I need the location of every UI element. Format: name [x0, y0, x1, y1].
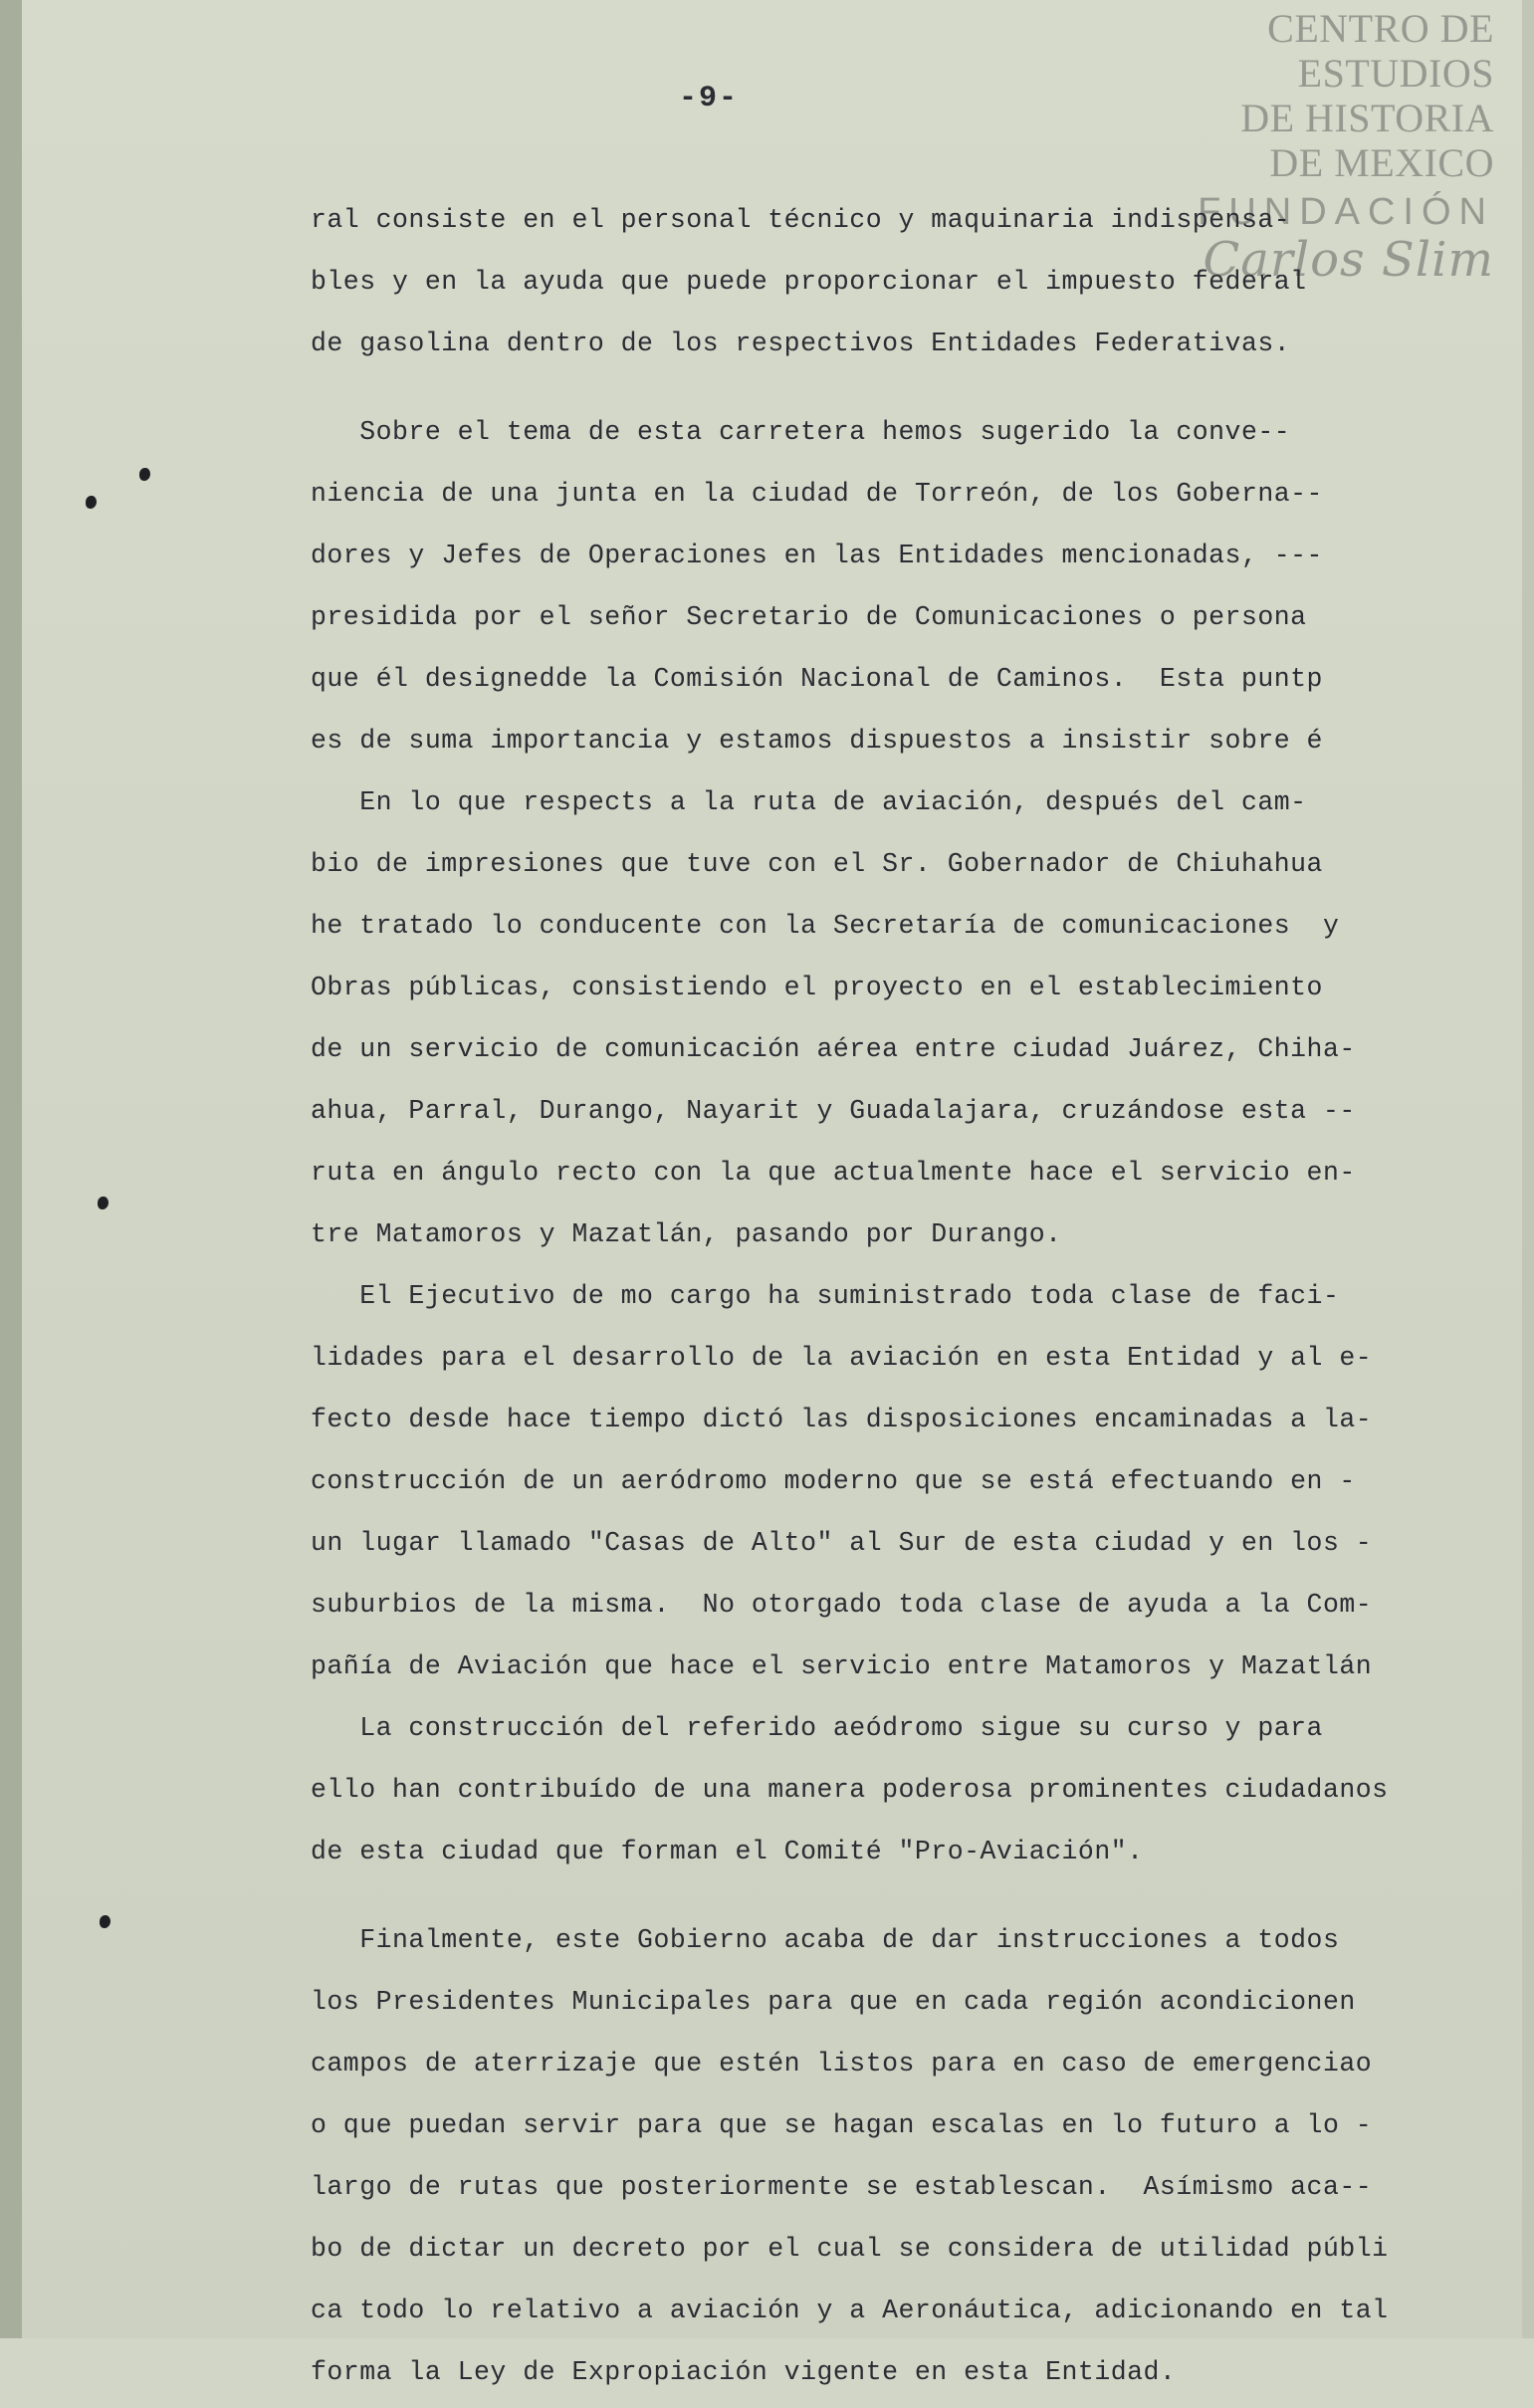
text-line: niencia de una junta en la ciudad de Torreón, de los Goberna--	[311, 479, 1323, 509]
text-line: dores y Jefes de Operaciones en las Entidades mencionadas, ---	[311, 541, 1323, 570]
text-line: La construcción del referido aeódromo sigue su curso y para	[311, 1713, 1323, 1743]
text-line: En lo que respects a la ruta de aviación, después del cam-	[311, 787, 1307, 817]
text-line: largo de rutas que posteriormente se establescan. Asímismo aca--	[311, 2172, 1373, 2202]
margin-punch-mark	[100, 1915, 110, 1928]
watermark-signature: Carlos Slim	[1203, 232, 1494, 288]
text-line: Sobre el tema de esta carretera hemos sugerido la conve--	[311, 417, 1291, 447]
text-line: ruta en ángulo recto con la que actualmente hace el servicio en-	[311, 1158, 1356, 1188]
text-line: suburbios de la misma. No otorgado toda clase de ayuda a la Com-	[311, 1590, 1373, 1620]
watermark-line: DE MEXICO	[1269, 140, 1494, 185]
watermark-fundacion: FUNDACIÓN	[1198, 191, 1494, 233]
paragraph	[311, 1270, 1525, 1702]
paragraph	[311, 776, 1525, 1270]
text-line: he tratado lo conducente con la Secretaría de comunicaciones y	[311, 911, 1340, 941]
letter-body	[311, 194, 1525, 2408]
paragraph	[311, 406, 1525, 776]
text-line: pañía de Aviación que hace el servicio entre Matamoros y Mazatlán	[311, 1651, 1373, 1681]
margin-punch-mark	[139, 468, 150, 481]
paragraph	[311, 1914, 1525, 2408]
text-line: que él designedde la Comisión Nacional de Caminos. Esta puntp	[311, 664, 1323, 694]
text-line: los Presidentes Municipales para que en cada región acondicionen	[311, 1987, 1356, 2017]
margin-punch-mark	[86, 496, 97, 509]
watermark-line: ESTUDIOS	[1297, 51, 1494, 96]
text-line: ello han contribuído de una manera poderosa prominentes ciudadanos	[311, 1775, 1389, 1805]
text-line: ahua, Parral, Durango, Nayarit y Guadalajara, cruzándose esta --	[311, 1096, 1356, 1126]
text-line: es de suma importancia y estamos dispuestos a insistir sobre é	[311, 726, 1323, 756]
text-line: El Ejecutivo de mo cargo ha suministrado toda clase de faci-	[311, 1281, 1340, 1311]
text-line: un lugar llamado "Casas de Alto" al Sur de esta ciudad y en los -	[311, 1528, 1373, 1558]
text-line: ral consiste en el personal técnico y maquinaria indispensa-	[311, 205, 1291, 235]
paragraph	[311, 194, 1525, 379]
text-line: Obras públicas, consistiendo el proyecto en el establecimiento	[311, 973, 1323, 1002]
text-line: de un servicio de comunicación aérea entre ciudad Juárez, Chiha-	[311, 1034, 1356, 1064]
text-line: forma la Ley de Expropiación vigente en esta Entidad.	[311, 2357, 1177, 2387]
margin-punch-mark	[98, 1197, 109, 1209]
text-line: lidades para el desarrollo de la aviación en esta Entidad y al e-	[311, 1343, 1373, 1373]
text-line: fecto desde hace tiempo dictó las disposiciones encaminadas a la-	[311, 1405, 1373, 1434]
text-line: bo de dictar un decreto por el cual se considera de utilidad públi	[311, 2234, 1389, 2264]
text-line: o que puedan servir para que se hagan escalas en lo futuro a lo -	[311, 2110, 1373, 2140]
text-line: construcción de un aeródromo moderno que se está efectuando en -	[311, 1466, 1356, 1496]
page-number: -9-	[679, 82, 740, 115]
text-line: tre Matamoros y Mazatlán, pasando por Durango.	[311, 1219, 1062, 1249]
watermark-line: DE HISTORIA	[1240, 96, 1494, 140]
paragraph	[311, 1702, 1525, 1887]
text-line: de gasolina dentro de los respectivos Entidades Federativas.	[311, 328, 1291, 358]
text-line: ca todo lo relativo a aviación y a Aeronáutica, adicionando en tal	[311, 2296, 1389, 2325]
text-line: Finalmente, este Gobierno acaba de dar instrucciones a todos	[311, 1925, 1340, 1955]
text-line: bio de impresiones que tuve con el Sr. Gobernador de Chiuhahua	[311, 849, 1323, 879]
text-line: campos de aterrizaje que estén listos para en caso de emergenciao	[311, 2049, 1373, 2079]
text-line: bles y en la ayuda que puede proporcionar el impuesto federal	[311, 267, 1307, 297]
text-line: presidida por el señor Secretario de Comunicaciones o persona	[311, 602, 1307, 632]
text-line: de esta ciudad que forman el Comité "Pro-Aviación".	[311, 1837, 1144, 1866]
watermark-line: CENTRO DE	[1267, 6, 1494, 51]
